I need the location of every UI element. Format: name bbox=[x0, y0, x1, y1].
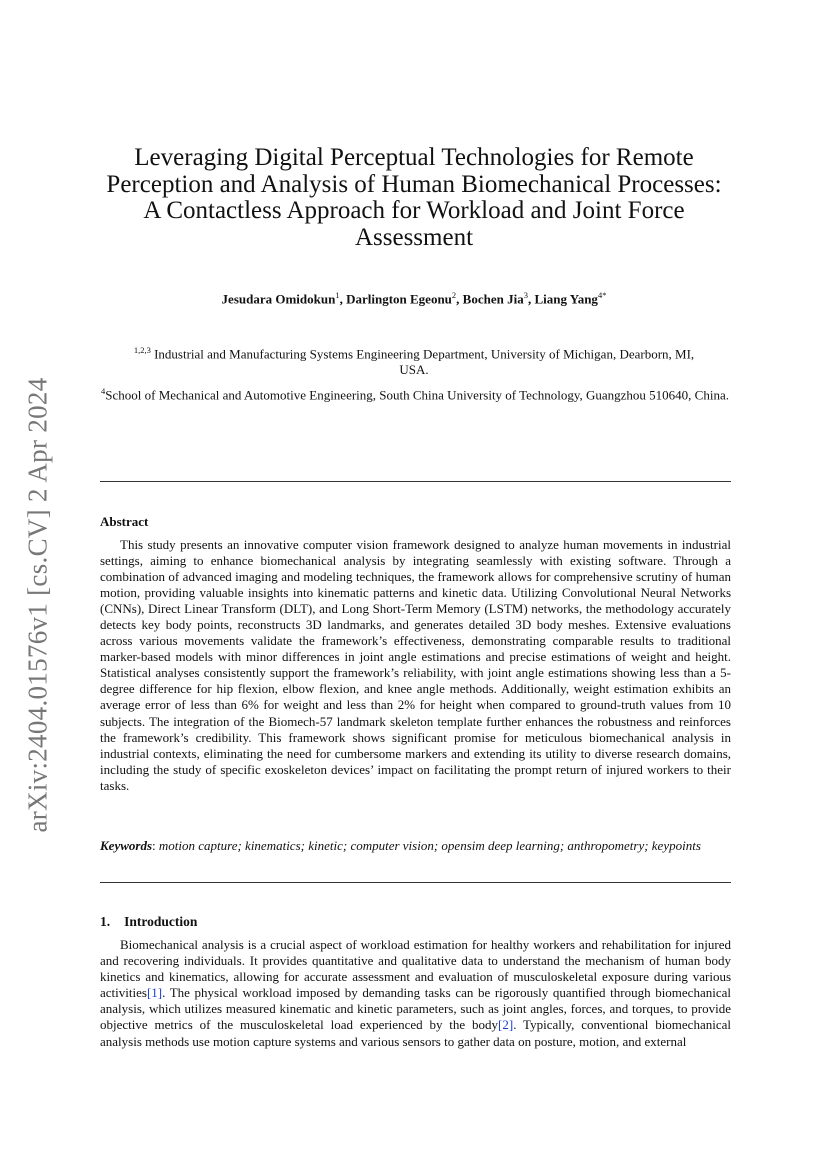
affiliation bbox=[120, 342, 708, 378]
abstract-heading: Abstract bbox=[100, 514, 149, 529]
section-divider bbox=[100, 882, 731, 883]
section-number: 1. bbox=[100, 914, 111, 929]
paper-title: Leveraging Digital Perceptual Technologies for Remote Perception and Analysis of Human Biomechanical Processes: A Contactless Approach for Workload and Joint Force Assessment bbox=[106, 144, 722, 251]
section-title: Introduction bbox=[124, 914, 198, 929]
keywords-text: motion capture; kinematics; kinetic; computer vision; opensim deep learning; anthropometry; keypoints bbox=[158, 838, 701, 853]
citation-link[interactable]: [1] bbox=[146, 985, 163, 1001]
keywords bbox=[100, 838, 731, 854]
author-separator: , bbox=[527, 291, 535, 307]
author-name: Jesudara Omidokun bbox=[221, 291, 336, 307]
author-name: Darlington Egeonu bbox=[346, 291, 452, 307]
introduction-paragraph bbox=[100, 937, 731, 1050]
keywords-label: Keywords bbox=[100, 838, 152, 853]
author-list bbox=[100, 290, 728, 307]
author-affiliation-mark: 1 bbox=[335, 290, 340, 300]
intro-text: . The physical workload imposed by demanding tasks can be rigorously quantified through biomechanical analysis, which utilizes measured kinematic and kinetic parameters, such as joint angles, forces, and torques, to provide objective metrics of the musculoskeletal load experienced by the body bbox=[100, 985, 731, 1033]
affiliation-text: School of Mechanical and Automotive Engineering, South China University of Technology, Guangzhou 510640, China. bbox=[105, 387, 729, 403]
intro-text: . Typically, conventional biomechanical analysis methods use motion capture systems and various sensors to gather data on posture, motion, and external bbox=[100, 1017, 731, 1049]
author-separator: , bbox=[339, 291, 347, 307]
intro-text: Biomechanical analysis is a crucial aspect of workload estimation for healthy workers and rehabilitation for injured and recovering individuals. It provides quantitative and qualitative data to understand the mechanism of human body kinetics and kinematics, allowing for accurate assessment and evaluation of musculoskeletal exposure during various activities bbox=[100, 937, 731, 1001]
affiliation-text: Industrial and Manufacturing Systems Engineering Department, University of Michigan, Dearborn, MI, USA. bbox=[150, 346, 695, 378]
affiliation bbox=[100, 383, 730, 403]
affiliation-mark: 4 bbox=[101, 386, 106, 396]
author-name: Bochen Jia bbox=[462, 291, 524, 307]
author-affiliation-mark: 4* bbox=[597, 290, 607, 300]
citation-link[interactable]: [2] bbox=[498, 1017, 514, 1033]
section-heading bbox=[100, 914, 197, 930]
keywords-separator: : bbox=[152, 838, 159, 853]
author-separator: , bbox=[456, 291, 463, 307]
author-affiliation-mark: 2 bbox=[451, 290, 457, 300]
arxiv-identifier-text: arXiv:2404.01576v1 [cs.CV] 2 Apr 2024 bbox=[22, 377, 53, 833]
abstract-text: This study presents an innovative computer vision framework designed to analyze human movements in industrial settings, aiming to enhance biomechanical analysis by integrating seamlessly with existing software. Through a combination of advanced imaging and modeling techniques, the framework allows for comprehensive scrutiny of human motion, providing valuable insights into kinematic patterns and kinetic data. Utilizing Convolutional Neural Networks (CNNs), Direct Linear Transform (DLT), and Long Short-Term Memory (LSTM) networks, the methodology accurately detects key body points, reconstructs 3D landmarks, and generates detailed 3D body meshes. Extensive evaluations across various movements validate the framework’s effectiveness, demonstrating comparable results to traditional marker-based models with minor differences in joint angle estimations and precise estimations of weight and height. Statistical analyses consistently support the framework’s reliability, with joint angle estimations showing less than a 5-degree difference for hip flexion, elbow flexion, and knee angle methods. Additionally, weight estimation exhibits an average error of less than 6% for weight and less than 2% for height when compared to ground-truth values from 10 subjects. The integration of the Biomech-57 landmark skeleton template further enhances the robustness and reinforces the framework’s credibility. This framework shows significant promise for meticulous biomechanical analysis in industrial contexts, eliminating the need for cumbersome markers and extending its utility to diverse research domains, including the study of specific exoskeleton devices’ impact on facilitating the prompt return of injured workers to their tasks. bbox=[100, 537, 731, 793]
affiliation-mark: 1,2,3 bbox=[133, 345, 151, 355]
author-affiliation-mark: 3 bbox=[523, 290, 528, 300]
arxiv-side-identifier bbox=[18, 365, 58, 845]
section-divider bbox=[100, 481, 731, 482]
author-name: Liang Yang bbox=[534, 291, 598, 307]
